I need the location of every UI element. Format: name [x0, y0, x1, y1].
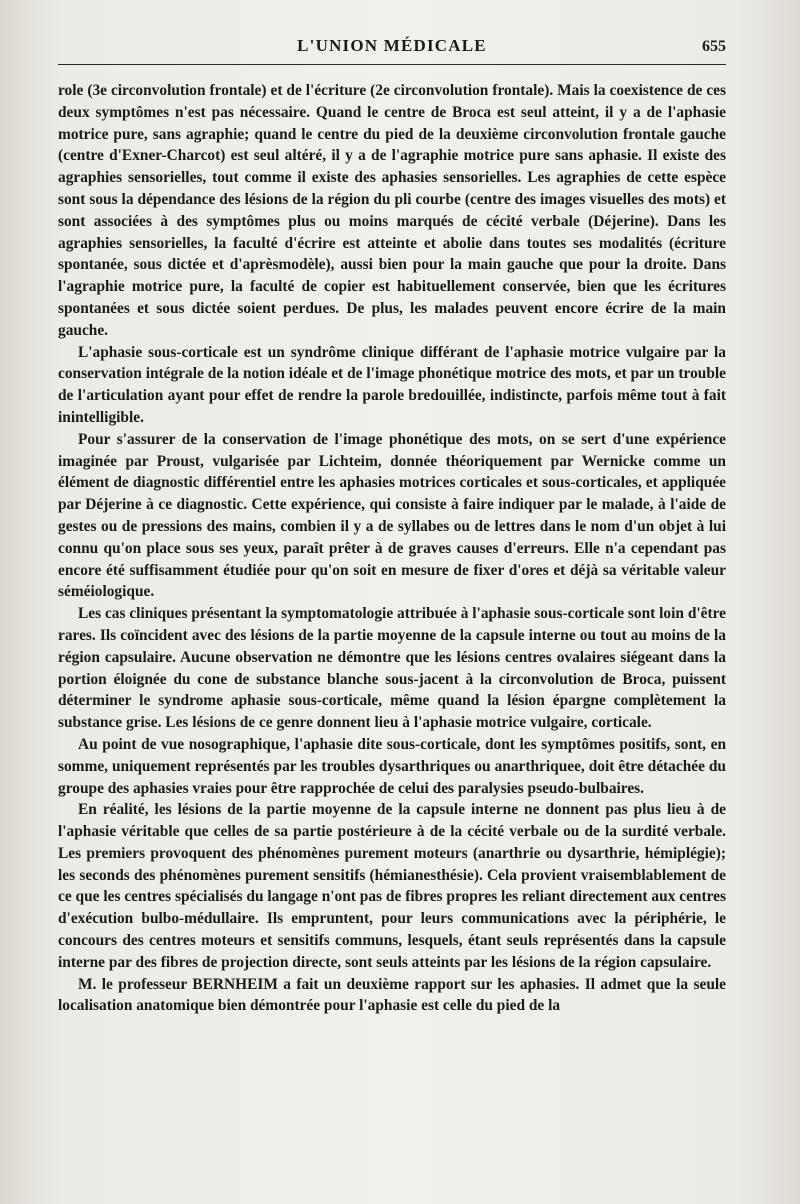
- paragraph: Au point de vue nosographique, l'aphasie dite sous-corticale, dont les symptômes positifs, sont, en somme, uniquement représentés par les troubles dysarthriques ou anarthriquee, doit être détachée du groupe des aphasies vraies pour être rapprochée de celui des paralysies pseudo-bulbaires.: [58, 735, 726, 797]
- paragraph: role (3e circonvolution frontale) et de l'écriture (2e circonvolution frontale). Mais la coexistence de ces deux symptômes n'est pas nécessaire. Quand le centre de Broca est seul atteint, il y a de l'aphasie motrice pure, sans agraphie; quand le centre du pied de la deuxième circonvolution frontale gauche (centre d'Exner-Charcot) est seul altéré, il y a de l'agraphie motrice pure sans aphasie. Il existe des agraphies sensorielles, tout comme il existe des aphasies sensorielles. Les agraphies de cette espèce sont sous la dépendance des lésions de la région du pli courbe (centre des images visuelles des mots) et sont associées à des symptômes plus ou moins marqués de cécité verbale (Déjerine). Dans les agraphies sensorielles, la faculté d'écrire est atteinte et abolie dans toutes ses modalités (écriture spontanée, sous dictée et d'aprèsmodèle), aussi bien pour la main gauche que pour la droite. Dans l'agraphie motrice pure, la faculté de copier est habituellement conservée, bien que les écritures spontanées et sous dictée soient perdues. De plus, les malades peuvent encore écrire de la main gauche.: [58, 82, 726, 339]
- running-head: [58, 36, 726, 62]
- running-title: L'UNION MÉDICALE: [297, 36, 487, 55]
- paragraph: En réalité, les lésions de la partie moyenne de la capsule interne ne donnent pas plus lieu à de l'aphasie véritable que celles de sa partie postérieure à de la cécité verbale ou de la surdité verbale. Les premiers provoquent des phénomènes purement moteurs (anarthrie ou dysarthrie, hémiplégie); les seconds des phénomènes purement sensitifs (hémianesthésie). Cela provient vraisemblablement de ce que les centres spécialisés du langage n'ont pas de fibres propres les reliant directement aux centres d'exécution bulbo-médullaire. Ils empruntent, pour leurs communications avec la périphérie, le concours des centres moteurs et sensitifs communs, lesquels, étant seuls représentés dans la capsule interne par des fibres de projection directe, sont seuls atteints par les lésions de la région capsulaire.: [58, 801, 726, 971]
- page-number: 655: [702, 38, 726, 55]
- article-body: [58, 80, 726, 1017]
- paragraph: M. le professeur BERNHEIM a fait un deuxième rapport sur les aphasies. Il admet que la seule localisation anatomique bien démontrée pour l'aphasie est celle du pied de la: [58, 975, 726, 1015]
- header-rule: [58, 64, 726, 65]
- paragraph: Pour s'assurer de la conservation de l'image phonétique des mots, on se sert d'une expérience imaginée par Proust, vulgarisée par Lichteim, donnée théoriquement par Wernicke comme un élément de diagnostic différentiel entre les aphasies motrices corticales et sous-corticales, et appliquée par Déjerine à ce diagnostic. Cette expérience, qui consiste à faire indiquer par le malade, à l'aide de gestes ou de pressions des mains, combien il y a de syllabes ou de lettres dans le nom d'un objet à lui connu qu'on place sous ses yeux, paraît prêter à de graves causes d'erreurs. Elle n'a cependant pas encore été suffisamment étudiée pour qu'on soit en mesure de fixer d'ores et déjà sa véritable valeur séméiologique.: [58, 430, 726, 601]
- paragraph: L'aphasie sous-corticale est un syndrôme clinique différant de l'aphasie motrice vulgaire par la conservation intégrale de la notion idéale et de l'image phonétique motrice des mots, et par un trouble de l'articulation ayant pour effet de rendre la parole bredouillée, indistincte, parfois même tout à fait inintelligible.: [58, 343, 726, 426]
- paragraph: Les cas cliniques présentant la symptomatologie attribuée à l'aphasie sous-corticale sont loin d'être rares. Ils coïncident avec des lésions de la partie moyenne de la capsule interne ou tout au moins de la région capsulaire. Aucune observation ne démontre que les lésions centres ovalaires siégeant dans la portion éloignée du cone de substance blanche sous-jacent à la circonvolution de Broca, puissent déterminer le syndrome aphasie sous-corticale, même quand la lésion épargne complètement la substance grise. Les lésions de ce genre donnent lieu à l'aphasie motrice vulgaire, corticale.: [58, 605, 726, 732]
